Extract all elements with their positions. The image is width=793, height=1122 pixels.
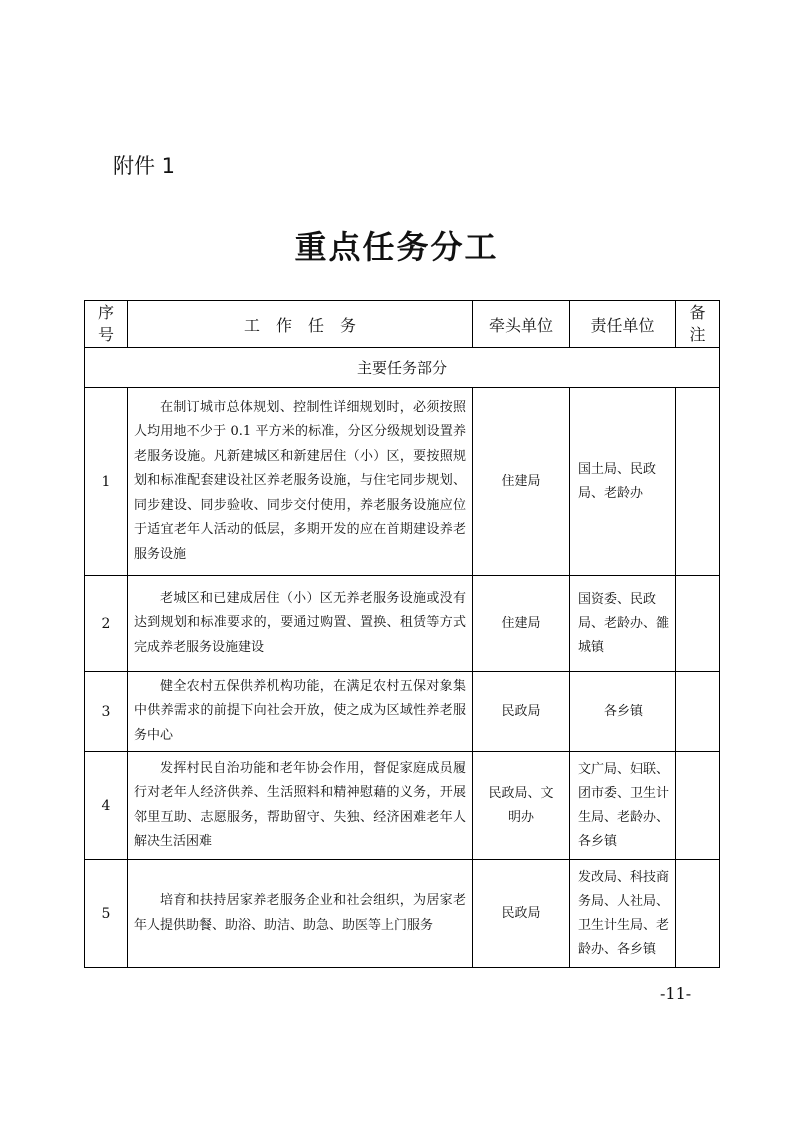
row-task <box>128 672 473 752</box>
row-lead-unit: 民政局 <box>473 860 570 968</box>
row-lead-unit: 住建局 <box>473 388 570 576</box>
header-seq-label: 序号 <box>98 303 115 344</box>
row-note <box>676 388 720 576</box>
section-row <box>85 348 720 388</box>
row-task-text: 发挥村民自治功能和老年协会作用，督促家庭成员履行对老年人经济供养、生活照料和精神慰藉的义务，开展邻里互助、志愿服务，帮助留守、失独、经济困难老年人解决生活困难 <box>134 760 466 849</box>
table-row <box>85 860 720 968</box>
table-row <box>85 752 720 860</box>
table-row <box>85 388 720 576</box>
header-lead: 牵头单位 <box>473 301 570 348</box>
section-title: 主要任务部分 <box>85 348 720 388</box>
row-task-text: 老城区和已建成居住（小）区无养老服务设施或没有达到规划和标准要求的，要通过购置、置换、租赁等方式完成养老服务设施建设 <box>134 590 466 655</box>
row-responsible-units: 各乡镇 <box>570 672 676 752</box>
row-note <box>676 672 720 752</box>
document-title: 重点任务分工 <box>294 228 499 266</box>
row-number: 3 <box>85 672 128 752</box>
row-responsible-units: 国土局、民政局、老龄办 <box>570 388 676 576</box>
task-table <box>84 300 720 968</box>
header-resp: 责任单位 <box>570 301 676 348</box>
row-number: 5 <box>85 860 128 968</box>
row-number: 2 <box>85 576 128 672</box>
header-note-label: 备注 <box>689 303 706 344</box>
row-task <box>128 860 473 968</box>
row-lead-unit: 民政局、文明办 <box>473 752 570 860</box>
row-responsible-units: 发改局、科技商务局、人社局、卫生计生局、老龄办、各乡镇 <box>570 860 676 968</box>
row-lead-unit: 住建局 <box>473 576 570 672</box>
attachment-label: 附件 1 <box>113 154 176 178</box>
table-row <box>85 576 720 672</box>
row-task <box>128 752 473 860</box>
row-note <box>676 752 720 860</box>
row-lead-unit: 民政局 <box>473 672 570 752</box>
row-number: 4 <box>85 752 128 860</box>
row-task <box>128 388 473 576</box>
header-seq <box>85 301 128 348</box>
row-responsible-units: 国资委、民政局、老龄办、雒城镇 <box>570 576 676 672</box>
row-note <box>676 860 720 968</box>
row-task-text: 培育和扶持居家养老服务企业和社会组织，为居家老年人提供助餐、助浴、助洁、助急、助医等上门服务 <box>134 893 466 933</box>
header-note <box>676 301 720 348</box>
table-header-row <box>85 301 720 348</box>
row-number: 1 <box>85 388 128 576</box>
row-task-text: 健全农村五保供养机构功能，在满足农村五保对象集中供养需求的前提下向社会开放，使之成为区域性养老服务中心 <box>134 678 466 743</box>
row-task <box>128 576 473 672</box>
page-number: -11- <box>660 984 692 1003</box>
row-note <box>676 576 720 672</box>
row-task-text: 在制订城市总体规划、控制性详细规划时，必须按照人均用地不少于 0.1 平方米的标准，分区分级规划设置养老服务设施。凡新建城区和新建居住（小）区，要按照规划和标准配套建设社区养老服务设施，与住宅同步规划、同步建设、同步验收、同步交付使用，养老服务设施应位于适宜老年人活动的低层，多期开发的应在首期建设养老服务设施 <box>134 399 466 562</box>
table-row <box>85 672 720 752</box>
row-responsible-units: 文广局、妇联、团市委、卫生计生局、老龄办、各乡镇 <box>570 752 676 860</box>
header-task: 工 作 任 务 <box>128 301 473 348</box>
